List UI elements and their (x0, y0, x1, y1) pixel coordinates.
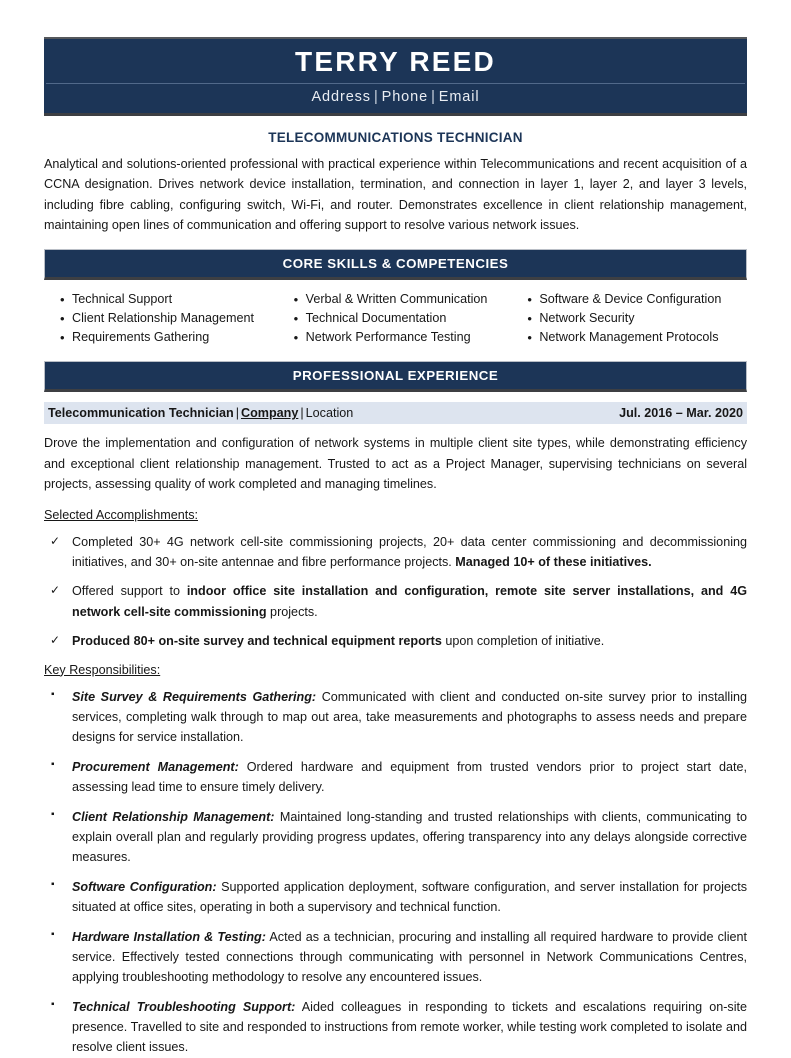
skill-item (280, 328, 514, 347)
responsibility-text (72, 757, 747, 798)
subheading-selected-accomplishments: Selected Accomplishments: (44, 507, 198, 522)
responsibility-item (44, 927, 747, 988)
bullet-square-icon: ▪ (51, 998, 55, 1010)
contact-separator-1: | (373, 89, 379, 106)
responsibility-body: Acted as a technician, procuring and installing all required hardware to provide client service. Effectively tested connections through communicating with personnel in Network Communications Centres, applying troubleshooting methodology to resolve any encountered issues. (72, 929, 747, 985)
responsibility-lead: Procurement Management: (72, 759, 239, 774)
subheading-key-responsibilities: Key Responsibilities: (44, 662, 161, 677)
skill-item (46, 328, 280, 347)
job-separator-2: | (300, 406, 304, 421)
skill-label: Client Relationship Management (72, 311, 255, 326)
bullet-dot-icon: • (293, 311, 299, 327)
checkmark-icon: ✓ (50, 583, 61, 598)
checkmark-icon: ✓ (50, 633, 61, 648)
contact-line (44, 89, 747, 106)
skill-item (513, 309, 747, 328)
emphasis-text: Produced 80+ on-site survey and technical equipment reports (72, 634, 442, 649)
name-banner (44, 37, 747, 116)
section-title-professional-experience: PROFESSIONAL EXPERIENCE (292, 368, 499, 384)
skill-label: Network Management Protocols (539, 330, 719, 345)
plain-text: projects. (266, 604, 318, 619)
bullet-square-icon: ▪ (51, 808, 55, 820)
skills-column-3 (513, 290, 747, 347)
accomplishments-list (44, 532, 747, 652)
skill-label: Technical Support (72, 292, 173, 307)
bullet-dot-icon: • (293, 292, 299, 308)
bullet-dot-icon: • (60, 311, 65, 327)
skill-label: Requirements Gathering (72, 330, 210, 345)
section-title-core-skills: CORE SKILLS & COMPETENCIES (282, 256, 509, 272)
responsibility-text (72, 877, 747, 918)
contact-phone[interactable]: Phone (381, 89, 429, 106)
accomplishment-text (72, 581, 747, 622)
accomplishment-item (44, 581, 747, 622)
skill-item (513, 328, 747, 347)
professional-summary: Analytical and solutions-oriented professional with practical experience within Telecommunications and recent acquisition of a CCNA designation. Drives network device installation, termination, and connection in layer 1, layer 2, and layer 3 levels, including fibre cabling, configuring switch, Wi-Fi, and router. Demonstrates excellence in client relationship management, maintaining open lines of communication and offering support to resolve various network issues. (44, 156, 747, 233)
job-company-link[interactable]: Company (240, 406, 299, 421)
skill-item (46, 290, 280, 309)
job-title: Telecommunication Technician (48, 406, 234, 421)
contact-email[interactable]: Email (438, 89, 480, 106)
skill-label: Verbal & Written Communication (305, 292, 488, 307)
job-separator-1: | (235, 406, 239, 421)
bullet-dot-icon: • (293, 330, 299, 346)
bullet-dot-icon: • (60, 292, 65, 308)
skill-label: Network Security (539, 311, 635, 326)
contact-address[interactable]: Address (311, 89, 371, 106)
plain-text: Offered support to (72, 584, 187, 599)
responsibility-lead: Site Survey & Requirements Gathering: (72, 689, 317, 704)
skill-label: Technical Documentation (305, 311, 447, 326)
accomplishment-text (72, 631, 747, 651)
responsibility-item (44, 877, 747, 918)
responsibility-lead: Hardware Installation & Testing: (72, 929, 266, 944)
responsibility-item (44, 997, 747, 1058)
bullet-dot-icon: • (60, 330, 65, 346)
responsibility-text (72, 687, 747, 748)
bullet-dot-icon: • (527, 292, 532, 308)
responsibility-lead: Technical Troubleshooting Support: (72, 999, 296, 1014)
header-divider (46, 83, 745, 84)
accomplishment-item (44, 532, 747, 573)
accomplishment-text (72, 532, 747, 573)
skill-item (280, 290, 514, 309)
bullet-square-icon: ▪ (51, 758, 55, 770)
responsibility-lead: Client Relationship Management: (72, 809, 275, 824)
emphasis-text: indoor office site installation and configuration, remote site server installations, and 4G network cell-site commissioning (72, 584, 747, 619)
responsibility-body: Supported application deployment, software configuration, and server installation for projects situated at office sites, operating in both a supervisory and technical function. (72, 879, 748, 915)
skills-column-1 (46, 290, 280, 347)
job-header-row (44, 402, 747, 424)
responsibility-text (72, 927, 747, 988)
plain-text: Completed 30+ 4G network cell-site commissioning projects, 20+ data center commissioning and decommissioning initiatives, and 30+ on-site antennae and fibre performance projects. (72, 534, 747, 570)
bullet-dot-icon: • (527, 311, 532, 327)
bullet-square-icon: ▪ (51, 878, 55, 890)
skill-item (513, 290, 747, 309)
job-location: Location (305, 406, 354, 421)
responsibilities-list (44, 687, 747, 1058)
responsibility-item (44, 757, 747, 798)
contact-separator-2: | (431, 89, 436, 106)
plain-text: upon completion of initiative. (441, 634, 605, 649)
responsibility-item (44, 807, 747, 868)
skill-label: Software & Device Configuration (539, 292, 722, 307)
responsibility-body: Aided colleagues in responding to tickets and escalations requiring on-site presence. Travelled to site and responded to instructions from remote worker, while testing work completed to isolate and resolve client issues. (72, 999, 747, 1055)
candidate-name: TERRY REED (295, 46, 496, 77)
accomplishment-item (44, 631, 747, 651)
responsibility-lead: Software Configuration: (72, 879, 217, 894)
bullet-square-icon: ▪ (51, 928, 55, 940)
professional-headline: TELECOMMUNICATIONS TECHNICIAN (268, 129, 523, 145)
skills-column-2 (280, 290, 514, 347)
section-bar-core-skills (44, 249, 747, 280)
checkmark-icon: ✓ (50, 533, 61, 548)
responsibility-body: Communicated with client and conducted on-site survey prior to installing services, completing walk through to map out area, take measurements and photographs to assess needs and prepare designs for service installation. (72, 689, 747, 745)
responsibility-text (72, 997, 747, 1058)
bullet-square-icon: ▪ (51, 688, 55, 700)
responsibility-body: Ordered hardware and equipment from trusted vendors prior to project start date, assessing lead time to ensure timely delivery. (72, 759, 747, 795)
skill-label: Network Performance Testing (305, 330, 471, 345)
job-dates: Jul. 2016 – Mar. 2020 (619, 406, 743, 421)
job-summary: Drove the implementation and configuration of network systems in multiple client site types, while demonstrating efficiency and exceptional client relationship management. Trusted to act as a Project Manager, supervising technicians on several projects, assessing quality of work completed and managing timelines. (44, 436, 747, 492)
section-bar-professional-experience (44, 361, 747, 392)
emphasis-text: Managed 10+ of these initiatives. (455, 555, 652, 570)
responsibility-body: Maintained long-standing and trusted relationships with clients, communicating to explain overall plan and regularly providing progress updates, offering transparency into any delays alongside corrective measures. (72, 809, 747, 865)
skill-item (280, 309, 514, 328)
responsibility-text (72, 807, 747, 868)
job-identity (48, 406, 353, 420)
bullet-dot-icon: • (527, 330, 532, 346)
responsibility-item (44, 687, 747, 748)
skill-item (46, 309, 280, 328)
core-skills-grid (44, 290, 747, 347)
